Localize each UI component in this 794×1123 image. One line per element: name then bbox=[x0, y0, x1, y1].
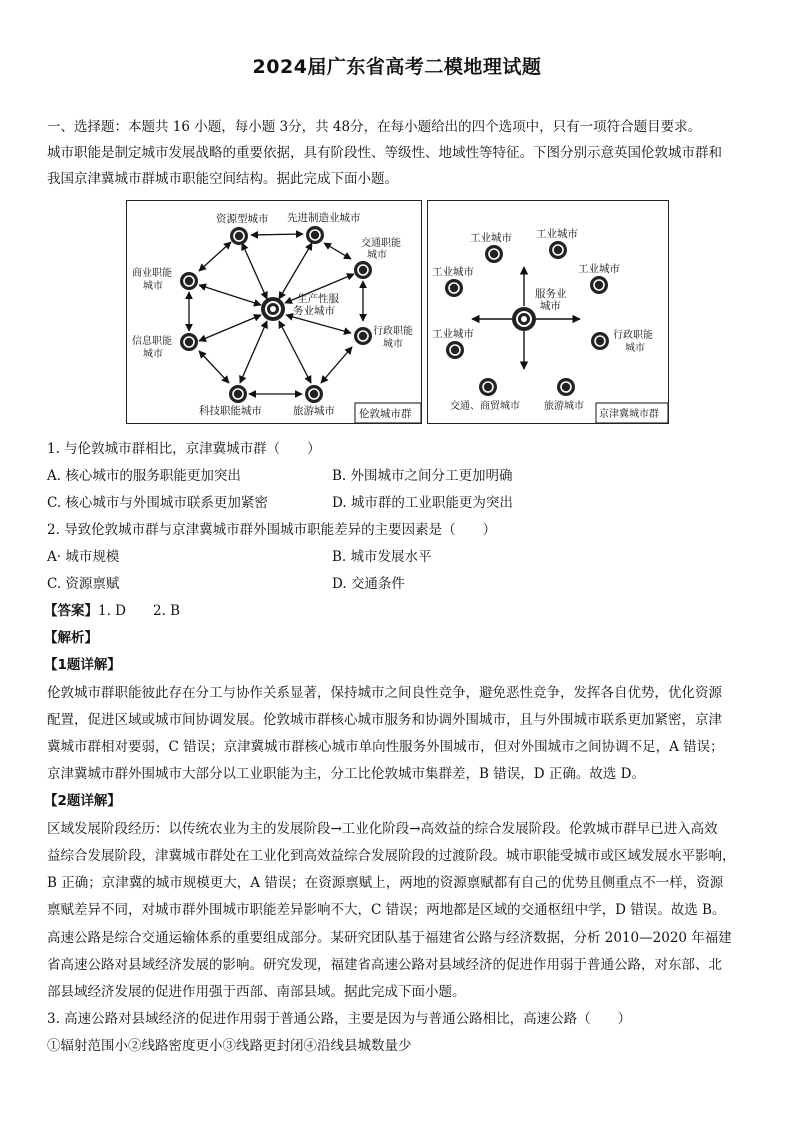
jjj-node-industrial-5 bbox=[446, 341, 464, 359]
jjj-label-industrial-1: 工业城市 bbox=[470, 232, 512, 244]
label-admin-2: 城市 bbox=[383, 339, 403, 350]
london-caption: 伦敦城市群 bbox=[359, 408, 412, 420]
london-panel bbox=[126, 200, 422, 424]
label-info-2: 城市 bbox=[143, 349, 163, 360]
q2-option-c: C. 资源禀赋 bbox=[47, 576, 120, 592]
jjj-label-center-2: 城市 bbox=[540, 300, 561, 312]
q1-option-c: C. 核心城市与外围城市联系更加紧密 bbox=[47, 495, 268, 511]
london-center-node bbox=[261, 297, 285, 321]
jjj-label-tourism: 旅游城市 bbox=[544, 401, 584, 412]
label-tourism: 旅游城市 bbox=[293, 405, 335, 417]
page-title: 2024届广东省高考二模地理试题 bbox=[252, 56, 542, 78]
jjj-panel bbox=[427, 200, 669, 424]
jjj-node-admin bbox=[591, 332, 609, 350]
label-center-1: 生产性服 bbox=[297, 293, 339, 305]
node-info bbox=[180, 333, 198, 351]
label-transport-1: 交通职能 bbox=[361, 238, 401, 249]
detail-1-label: 【1题详解】 bbox=[44, 657, 121, 673]
jjj-label-industrial-3: 工业城市 bbox=[432, 266, 474, 278]
passage-2-text-3: 部县域经济发展的促进作用强于西部、南部县域。据此完成下面小题。 bbox=[47, 984, 466, 1000]
jjj-label-industrial-2: 工业城市 bbox=[536, 228, 578, 240]
answer-text: 1. D 2. B bbox=[98, 603, 181, 619]
detail-1-text-1: 伦敦城市群职能彼此存在分工与协作关系显著，保持城市之间良性竞争，避免恶性竞争，发挥各自优势，优化资源 bbox=[47, 685, 722, 701]
jjj-label-center-1: 服务业 bbox=[535, 288, 567, 300]
q1-option-a: A. 核心城市的服务职能更加突出 bbox=[47, 468, 241, 484]
analysis-label: 【解析】 bbox=[44, 630, 98, 646]
label-admin-1: 行政职能 bbox=[373, 326, 413, 337]
passage-2-text-1: 高速公路是综合交通运输体系的重要组成部分。某研究团队基于福建省公路与经济数据，分析 2010—2020 年福建 bbox=[47, 930, 732, 946]
q3-stem: 3. 高速公路对县域经济的促进作用弱于普通公路，主要是因为与普通公路相比，高速公路（ ） bbox=[47, 1011, 632, 1027]
label-transport-2: 城市 bbox=[367, 250, 387, 261]
label-resource: 资源型城市 bbox=[216, 213, 269, 225]
q2-stem: 2. 导致伦敦城市群与京津冀城市群外围城市职能差异的主要因素是（ ） bbox=[47, 522, 497, 538]
jjj-node-industrial-1 bbox=[485, 245, 503, 263]
node-tourism bbox=[305, 385, 323, 403]
label-info-1: 信息职能 bbox=[132, 336, 172, 347]
detail-2-text-2: 益综合发展阶段，津冀城市群处在工业化到高效益综合发展阶段的过渡阶段。城市职能受城市或区域发展水平影响， bbox=[47, 848, 736, 864]
jjj-center-node bbox=[512, 307, 536, 331]
label-center-2: 务业城市 bbox=[293, 305, 335, 317]
jjj-diagram bbox=[428, 201, 668, 423]
label-commerce-2: 城市 bbox=[143, 281, 163, 292]
q1-option-b: B. 外围城市之间分工更加明确 bbox=[332, 468, 513, 484]
detail-2-text-1: 区域发展阶段经历：以传统农业为主的发展阶段→工业化阶段→高效益的综合发展阶段。伦敦城市群早已进入高效 bbox=[47, 821, 718, 837]
node-manufacturing bbox=[306, 226, 324, 244]
node-admin bbox=[354, 327, 372, 345]
q1-option-d: D. 城市群的工业职能更为突出 bbox=[332, 495, 513, 511]
q1-stem: 1. 与伦敦城市群相比，京津冀城市群（ ） bbox=[47, 441, 321, 457]
node-commerce bbox=[180, 272, 198, 290]
passage-2-text-2: 省高速公路对县域经济发展的影响。研究发现，福建省高速公路对县域经济的促进作用弱于普通公路，对东部、北 bbox=[47, 957, 722, 973]
detail-2-text-4: 禀赋差异不同，对城市群外围城市职能差异影响不大，C 错误；两地都是区域的交通枢纽中学，D 错误。故选 B。 bbox=[47, 902, 726, 918]
section-instruction: 一、选择题：本题共 16 小题，每小题 3分，共 48分，在每小题给出的四个选项中，只有一项符合题目要求。 bbox=[47, 119, 702, 135]
jjj-node-trade bbox=[479, 378, 497, 396]
jjj-node-industrial-2 bbox=[549, 241, 567, 259]
intro-text-2: 我国京津冀城市群城市职能空间结构。据此完成下面小题。 bbox=[47, 171, 398, 187]
detail-2-label: 【2题详解】 bbox=[44, 793, 121, 809]
jjj-label-admin-2: 城市 bbox=[625, 343, 645, 354]
answer-label: 【答案】 bbox=[44, 603, 98, 619]
node-tech bbox=[229, 385, 247, 403]
jjj-node-industrial-3 bbox=[445, 279, 463, 297]
label-commerce-1: 商业职能 bbox=[132, 268, 172, 279]
city-function-figure bbox=[126, 200, 670, 426]
q3-options: ①辐射范围小②线路密度更小③线路更封闭④沿线县城数量少 bbox=[47, 1038, 412, 1054]
detail-1-text-4: 京津冀城市群外围城市大部分以工业职能为主，分工比伦敦城市集群差，B 错误，D 正确。故选 D。 bbox=[47, 766, 645, 782]
q2-option-a: A· 城市规模 bbox=[47, 549, 120, 565]
detail-1-text-2: 配置，促进区域或城市间协调发展。伦敦城市群核心城市服务和协调外围城市，且与外围城市联系更加紧密，京津 bbox=[47, 712, 722, 728]
jjj-node-tourism bbox=[557, 378, 575, 396]
jjj-label-trade: 交通、商贸城市 bbox=[450, 401, 520, 412]
jjj-caption: 京津冀城市群 bbox=[599, 409, 659, 420]
intro-text-1: 城市职能是制定城市发展战略的重要依据，具有阶段性、等级性、地域性等特征。下图分别示意英国伦敦城市群和 bbox=[47, 145, 722, 161]
detail-1-text-3: 冀城市群相对要弱，C 错误；京津冀城市群核心城市单向性服务外围城市，但对外围城市之间协调不足，A 错误； bbox=[47, 739, 724, 755]
node-resource bbox=[230, 227, 248, 245]
jjj-label-industrial-5: 工业城市 bbox=[432, 328, 474, 340]
jjj-label-admin-1: 行政职能 bbox=[613, 330, 653, 341]
q2-option-b: B. 城市发展水平 bbox=[332, 549, 432, 565]
label-manufacturing: 先进制造业城市 bbox=[287, 212, 361, 224]
node-transport bbox=[354, 261, 372, 279]
label-tech: 科技职能城市 bbox=[199, 405, 262, 417]
jjj-label-industrial-4: 工业城市 bbox=[578, 263, 620, 275]
detail-2-text-3: B 正确；京津冀的城市规模更大，A 错误；在资源禀赋上，两地的资源禀赋都有自己的优势且侧重点不一样，资源 bbox=[47, 875, 724, 891]
q2-option-d: D. 交通条件 bbox=[332, 576, 405, 592]
london-diagram bbox=[127, 201, 421, 423]
jjj-node-industrial-4 bbox=[590, 276, 608, 294]
answer-line bbox=[44, 602, 744, 620]
